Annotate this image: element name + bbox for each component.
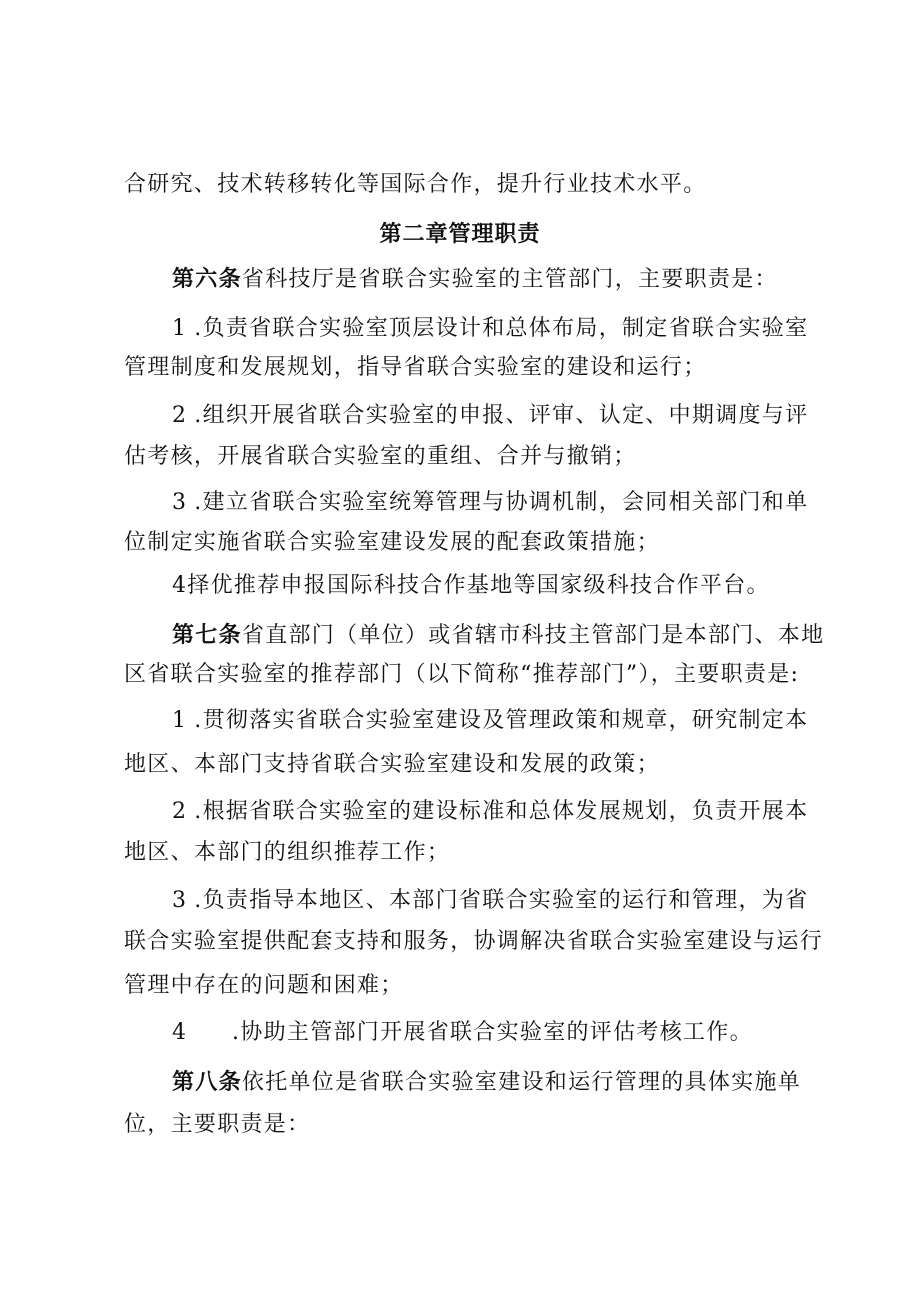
article-label: 第六条 bbox=[172, 267, 242, 292]
item-number: 1 bbox=[172, 708, 186, 733]
paragraph-line bbox=[124, 927, 920, 957]
item-number: 3 bbox=[172, 490, 186, 515]
text-run: 4择优推荐申报国际科技合作基地等国家级科技合作平台。 bbox=[172, 573, 770, 598]
list-item bbox=[172, 314, 920, 344]
text-run: 管理中存在的问题和困难； bbox=[124, 973, 404, 998]
text-run: 管理制度和发展规划，指导省联合实验室的建设和运行； bbox=[124, 355, 707, 380]
text-run: .协助主管部门开展省联合实验室的评估考核工作。 bbox=[232, 1020, 753, 1045]
text-run: .根据省联合实验室的建设标准和总体发展规划，负责开展本 bbox=[194, 799, 809, 824]
text-run: .负责指导本地区、本部门省联合实验室的运行和管理，为省 bbox=[194, 888, 809, 913]
list-item bbox=[172, 488, 920, 518]
paragraph-line bbox=[124, 170, 920, 200]
paragraph-line bbox=[124, 442, 920, 472]
text-run: 联合实验室提供配套支持和服务，协调解决省联合实验室建设与运行 bbox=[124, 929, 824, 954]
article-label: 第八条 bbox=[172, 1070, 242, 1095]
list-item bbox=[172, 706, 920, 736]
article-7-heading bbox=[172, 621, 920, 651]
article-8-heading bbox=[172, 1068, 920, 1098]
paragraph-line bbox=[124, 660, 920, 690]
text-run: 地区、本部门的组织推荐工作； bbox=[124, 840, 451, 865]
list-item bbox=[172, 886, 920, 916]
text-run: 位，主要职责是： bbox=[124, 1112, 311, 1137]
item-number: 2 bbox=[172, 799, 186, 824]
text-run: 位制定实施省联合实验室建设发展的配套政策措施； bbox=[124, 530, 660, 555]
chapter-title bbox=[0, 220, 920, 250]
list-item bbox=[172, 401, 920, 431]
text-run: .建立省联合实验室统筹管理与协调机制，会同相关部门和单 bbox=[194, 490, 809, 515]
paragraph-line bbox=[124, 750, 920, 780]
paragraph-line bbox=[124, 838, 920, 868]
text-run: .贯彻落实省联合实验室建设及管理政策和规章，研究制定本 bbox=[194, 708, 809, 733]
item-number: 3 bbox=[172, 888, 186, 913]
text-run: 第二章管理职责 bbox=[379, 222, 541, 247]
list-item bbox=[172, 797, 920, 827]
paragraph-line bbox=[124, 1110, 920, 1140]
text-run: 省科技厅是省联合实验室的主管部门，主要职责是： bbox=[241, 267, 778, 292]
text-run: .组织开展省联合实验室的申报、评审、认定、中期调度与评 bbox=[194, 403, 809, 428]
paragraph-line bbox=[124, 353, 920, 383]
list-item bbox=[172, 1018, 920, 1048]
text-run: 地区、本部门支持省联合实验室建设和发展的政策； bbox=[124, 752, 660, 777]
text-run: 估考核，开展省联合实验室的重组、合并与撤销； bbox=[124, 444, 637, 469]
paragraph-line bbox=[124, 528, 920, 558]
text-run: .负责省联合实验室顶层设计和总体布局，制定省联合实验室 bbox=[194, 316, 809, 341]
text-run: 区省联合实验室的推荐部门（以下简称“推荐部门”），主要职责是: bbox=[124, 662, 800, 687]
text-run: 合研究、技术转移转化等国际合作，提升行业技术水平。 bbox=[124, 172, 707, 197]
text-run: 依托单位是省联合实验室建设和运行管理的具体实施单 bbox=[241, 1070, 802, 1095]
paragraph-line bbox=[124, 971, 920, 1001]
item-number: 2 bbox=[172, 403, 186, 428]
text-run: 省直部门（单位）或省辖市科技主管部门是本部门、本地 bbox=[241, 623, 825, 648]
article-label: 第七条 bbox=[172, 623, 242, 648]
article-6-heading bbox=[172, 265, 920, 295]
list-item bbox=[172, 571, 920, 601]
item-number: 1 bbox=[172, 316, 186, 341]
item-number: 4 bbox=[172, 1020, 186, 1045]
